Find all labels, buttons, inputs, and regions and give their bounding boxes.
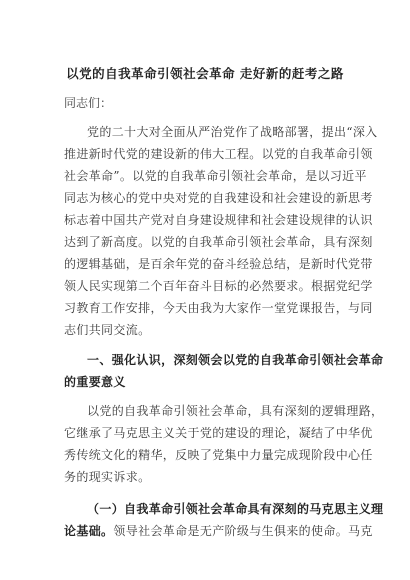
para1-line-1: 党的二十大对全面从严治党作了战略部署，提出“深入 (87, 125, 378, 139)
section1-heading-line-1: 一、强化认识，深刻领会以党的自我革命引领社会革命 (87, 353, 384, 367)
para2-line-2: 它继承了马克思主义关于党的建设的理论，凝结了中华优 (64, 426, 373, 440)
greeting: 同志们： (64, 96, 113, 110)
subsection1-continuation (64, 522, 373, 539)
para1-line-9: 习教育工作安排，今天由我为大家作一堂党课报告，与同 (64, 301, 373, 315)
document-title: 以党的自我革命引领社会革命 走好新的赶考之路 (66, 66, 344, 81)
subsection1-heading-tail: 论基础。 (64, 524, 114, 538)
subsection1-heading: （一）自我革命引领社会革命具有深刻的马克思主义理 (87, 502, 384, 516)
section1-heading-line-2: 的重要意义 (64, 375, 126, 389)
para1-line-8: 领人民实现第二个百年奋斗目标的必然要求。根据党纪学 (64, 279, 373, 293)
subsection1-body-start: 领导社会革命是无产阶级与生俱来的使命。马克 (113, 524, 373, 538)
para2-line-1: 以党的自我革命引领社会革命，具有深刻的逻辑理路， (87, 404, 384, 418)
para2-line-3: 秀传统文化的精华，反映了党集中力量完成现阶段中心任 (64, 448, 373, 462)
para1-line-4: 同志为核心的党中央对党的自我建设和社会建设的新思考 (64, 191, 373, 205)
para1-line-2: 推进新时代党的建设新的伟大工程。以党的自我革命引领 (64, 147, 373, 161)
para1-line-10: 志们共同交流。 (64, 323, 151, 337)
para1-line-7: 的逻辑基础，是百余年党的奋斗经验总结，是新时代党带 (64, 257, 373, 271)
para2-line-4: 务的现实诉求。 (64, 470, 151, 484)
para1-line-6: 达到了新高度。以党的自我革命引领社会革命，具有深刻 (64, 235, 373, 249)
para1-line-5: 标志着中国共产党对自身建设规律和社会建设规律的认识 (64, 213, 373, 227)
para1-line-3: 社会革命”。以党的自我革命引领社会革命，是以习近平 (64, 169, 367, 183)
